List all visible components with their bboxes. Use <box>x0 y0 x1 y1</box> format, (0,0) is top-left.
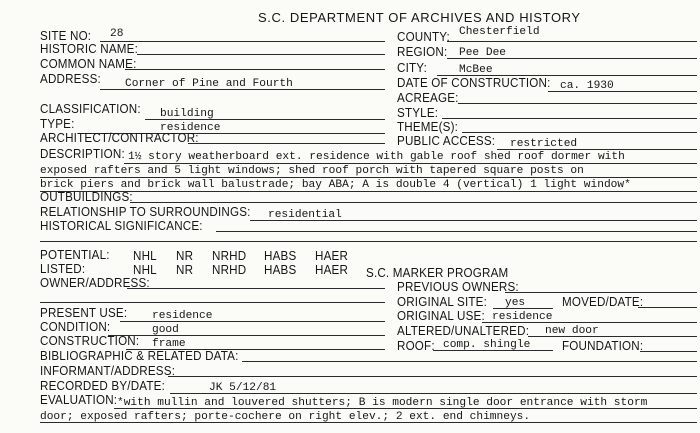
potential-nr: NR <box>176 249 194 263</box>
address-value: Corner of Pine and Fourth <box>125 78 293 90</box>
listed-nr: NR <box>176 263 194 277</box>
description-label: DESCRIPTION: <box>40 147 125 161</box>
moved-date-label: MOVED/DATE: <box>562 295 644 309</box>
potential-habs: HABS <box>264 249 297 263</box>
historical-significance-rule-2 <box>40 241 697 242</box>
classification-line <box>145 119 385 120</box>
region-value: Pee Dee <box>459 47 506 59</box>
owner-address-line <box>127 288 385 289</box>
previous-owners-label: PREVIOUS OWNERS: <box>397 280 519 294</box>
listed-nrhd: NRHD <box>212 263 247 277</box>
site-no-line <box>100 41 385 42</box>
original-use-value: residence <box>492 311 553 323</box>
original-use-label: ORIGINAL USE: <box>397 309 485 323</box>
common-name-line <box>125 69 385 70</box>
evaluation-label: EVALUATION: <box>40 393 118 407</box>
roof-line <box>433 350 553 351</box>
public-access-value: restricted <box>510 138 578 150</box>
original-site-value: yes <box>505 297 526 309</box>
bibliographic-line <box>242 361 697 362</box>
acreage-label: ACREAGE: <box>397 91 459 105</box>
previous-owners-line <box>505 292 697 293</box>
style-label: STYLE: <box>397 106 439 120</box>
public-access-label: PUBLIC ACCESS: <box>397 134 496 148</box>
address-label: ADDRESS: <box>40 72 101 86</box>
construction-label: CONSTRUCTION: <box>40 334 140 348</box>
site-no-label: SITE NO: <box>40 29 92 43</box>
evaluation-rule-2 <box>40 422 697 423</box>
county-label: COUNTY: <box>397 30 450 44</box>
informant-line <box>168 376 697 377</box>
listed-nhl: NHL <box>133 263 157 277</box>
outbuildings-label: OUTBUILDINGS: <box>40 190 133 204</box>
present-use-value: residence <box>152 310 213 322</box>
owner-address-label: OWNER/ADDRESS: <box>40 276 150 290</box>
altered-line <box>528 336 697 337</box>
recorded-by-label: RECORDED BY/DATE: <box>40 379 166 393</box>
region-line <box>447 58 697 59</box>
site-no-value: 28 <box>110 28 124 40</box>
foundation-line <box>640 351 697 352</box>
recorded-by-line <box>170 393 697 394</box>
evaluation-line-1: *with mullin and louvered shutters; B is modern single door entrance with storm <box>117 397 648 409</box>
historical-significance-label: HISTORICAL SIGNIFICANCE: <box>40 219 203 233</box>
original-site-line <box>493 308 553 309</box>
foundation-label: FOUNDATION: <box>562 339 644 353</box>
description-line-1: 1½ story weatherboard ext. residence with gable roof shed roof dormer with <box>128 151 625 163</box>
architect-label: ARCHITECT/CONTRACTOR: <box>40 131 199 145</box>
historic-name-line <box>137 54 385 55</box>
style-line <box>442 118 697 119</box>
potential-nrhd: NRHD <box>212 249 247 263</box>
condition-line <box>108 335 385 336</box>
city-label: CITY: <box>397 61 428 75</box>
outbuildings-line <box>130 202 697 203</box>
condition-value: good <box>152 324 179 336</box>
common-name-label: COMMON NAME: <box>40 57 137 71</box>
roof-value: comp. shingle <box>443 339 531 351</box>
potential-label: POTENTIAL: <box>40 248 110 262</box>
evaluation-rule-1 <box>114 408 697 409</box>
region-label: REGION: <box>397 45 448 59</box>
description-rule-1 <box>124 163 697 164</box>
theme-label: THEME(S): <box>397 120 459 134</box>
roof-label: ROOF: <box>397 339 435 353</box>
classification-value: building <box>160 108 214 120</box>
relationship-label: RELATIONSHIP TO SURROUNDINGS: <box>40 205 251 219</box>
public-access-line <box>497 149 697 150</box>
sc-marker-program-label: S.C. MARKER PROGRAM <box>366 266 509 280</box>
architect-line <box>188 143 385 144</box>
description-rule-2 <box>40 177 697 178</box>
date-of-construction-value: ca. 1930 <box>560 80 614 92</box>
description-rule-3 <box>40 191 697 192</box>
owner-address-rule-2 <box>40 302 385 303</box>
county-line <box>447 41 697 42</box>
evaluation-line-2: door; exposed rafters; porte-cochere on right elev.; 2 ext. end chimneys. <box>40 411 531 423</box>
listed-habs: HABS <box>264 263 297 277</box>
theme-line <box>462 132 697 133</box>
altered-label: ALTERED/UNALTERED: <box>397 324 530 338</box>
acreage-line <box>458 103 697 104</box>
moved-date-line <box>638 307 697 308</box>
altered-value: new door <box>545 325 599 337</box>
recorded-by-value: JK 5/12/81 <box>209 382 277 394</box>
historical-significance-line <box>216 231 697 232</box>
relationship-value: residential <box>268 209 342 221</box>
condition-label: CONDITION: <box>40 320 111 334</box>
date-of-construction-label: DATE OF CONSTRUCTION: <box>397 76 551 90</box>
type-value: residence <box>160 122 221 134</box>
classification-label: CLASSIFICATION: <box>40 102 141 116</box>
description-line-3: brick piers and brick wall balustrade; bay ABA; A is double 4 (vertical) 1 light window* <box>40 179 631 191</box>
potential-nhl: NHL <box>133 249 157 263</box>
original-use-line <box>482 322 697 323</box>
informant-label: INFORMANT/ADDRESS: <box>40 364 176 378</box>
listed-label: LISTED: <box>40 262 86 276</box>
type-label: TYPE: <box>40 117 75 131</box>
construction-value: frame <box>152 338 186 350</box>
county-value: Chesterfield <box>459 26 540 38</box>
address-line <box>100 89 385 90</box>
potential-haer: HAER <box>315 249 349 263</box>
present-use-label: PRESENT USE: <box>40 306 128 320</box>
listed-haer: HAER <box>315 263 349 277</box>
present-use-line <box>120 321 385 322</box>
relationship-line <box>250 220 697 221</box>
date-of-construction-line <box>548 91 697 92</box>
bibliographic-label: BIBLIOGRAPHIC & RELATED DATA: <box>40 349 239 363</box>
form-title: S.C. DEPARTMENT OF ARCHIVES AND HISTORY <box>258 10 581 25</box>
description-line-2: exposed rafters and 5 light windows; shed roof porch with tapered square posts on <box>40 165 584 177</box>
original-site-label: ORIGINAL SITE: <box>397 295 488 309</box>
city-value: McBee <box>459 64 493 76</box>
historic-name-label: HISTORIC NAME: <box>40 42 138 56</box>
